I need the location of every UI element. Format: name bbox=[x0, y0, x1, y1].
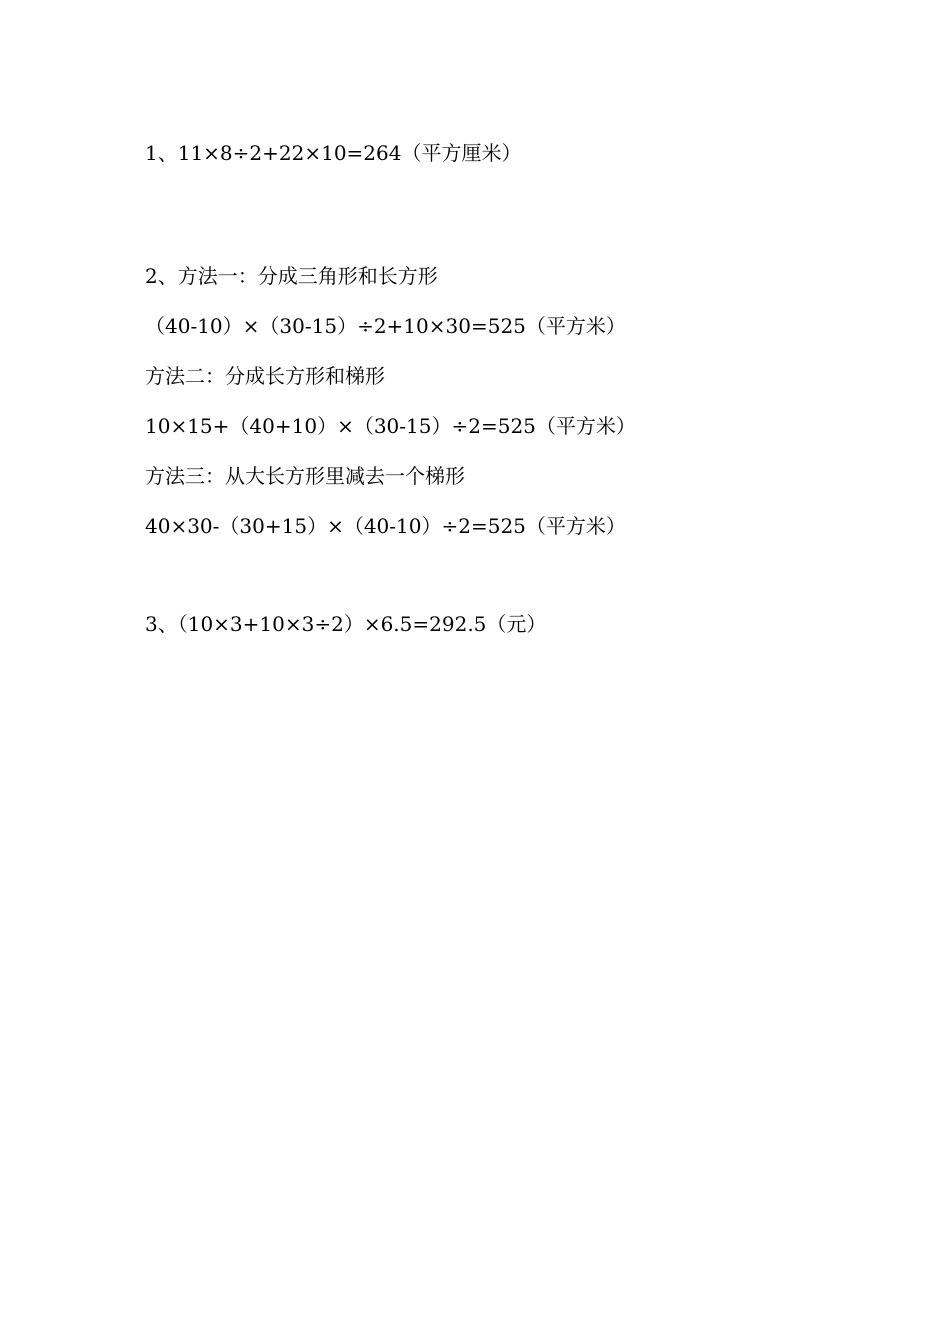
answer-2-method-3-formula: 40×30-（30+15）×（40-10）÷2=525（平方米） bbox=[145, 514, 626, 538]
answer-2-method-2-heading: 方法二：分成长方形和梯形 bbox=[145, 364, 385, 388]
answer-3-line: 3、（10×3+10×3÷2）×6.5=292.5（元） bbox=[145, 612, 547, 636]
answer-2-method-2-formula: 10×15+（40+10）×（30-15）÷2=525（平方米） bbox=[145, 414, 636, 438]
answer-2-heading: 2、方法一：分成三角形和长方形 bbox=[145, 264, 438, 288]
answer-2-method-3-heading: 方法三：从大长方形里减去一个梯形 bbox=[145, 464, 465, 488]
answer-1-line: 1、11×8÷2+22×10=264（平方厘米） bbox=[145, 141, 522, 165]
answer-2-method-1-formula: （40-10）×（30-15）÷2+10×30=525（平方米） bbox=[145, 314, 626, 338]
